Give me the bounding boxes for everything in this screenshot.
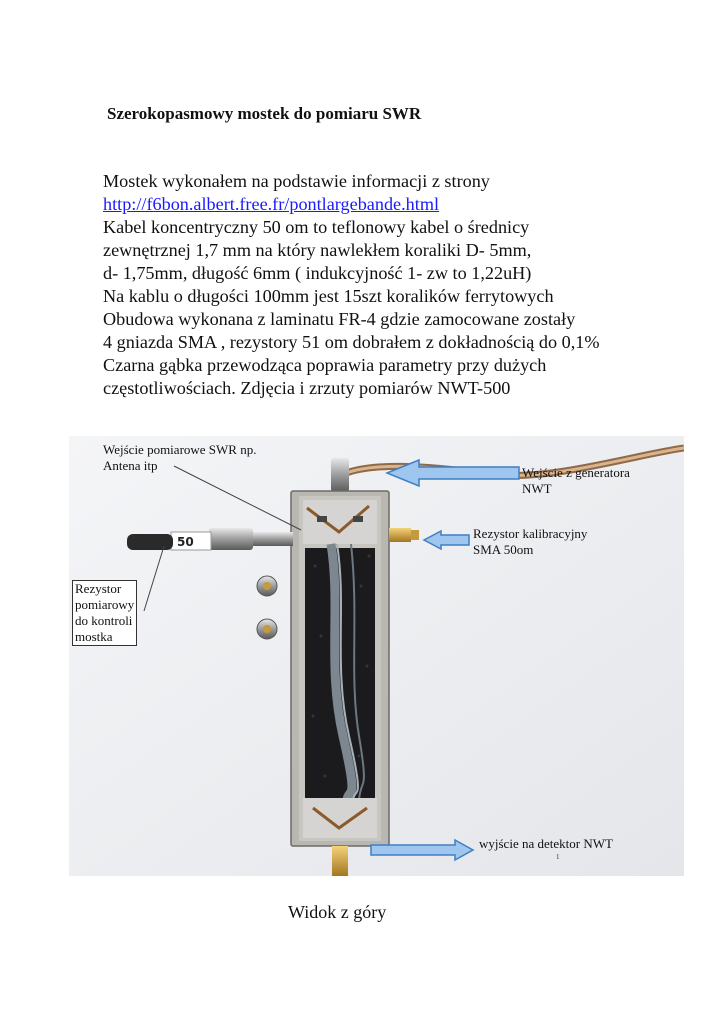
bottom-pad: [303, 798, 377, 838]
page-title: Szerokopasmowy mostek do pomiaru SWR: [107, 104, 422, 123]
calibration-sma-tip: [411, 530, 419, 540]
load-marking: 50: [177, 535, 194, 549]
measuring-resistor-label: Rezystor pomiarowy do kontroli mostka: [72, 580, 137, 646]
small-mark: 1: [556, 853, 560, 861]
text-line: Czarna gąbka przewodząca poprawia parametry przy dużych: [103, 355, 547, 375]
detector-label: wyjście na detektor NWT: [479, 836, 613, 851]
text-line: 4 gniazda SMA , rezystory 51 om dobrałem z dokładnością do 0,1%: [103, 332, 600, 352]
photo-caption: Widok z góry: [288, 902, 387, 922]
generator-label: Wejście z generatora NWT: [522, 465, 630, 496]
adapter: [209, 528, 253, 550]
text-line: częstotliwościach. Zdjęcia i zrzuty pomiarów NWT-500: [103, 378, 511, 398]
input-swr-label: Wejście pomiarowe SWR np. Antena itp: [103, 442, 257, 473]
text-line: d- 1,75mm, długość 6mm ( indukcyjność 1- zw to 1,22uH): [103, 263, 532, 283]
input-sma: [251, 532, 293, 546]
text-line: zewnętrznej 1,7 mm na który nawlekłem koraliki D- 5mm,: [103, 240, 532, 260]
bridge-illustration: [69, 436, 684, 876]
resistor: [317, 516, 327, 522]
detector-connector: [332, 846, 348, 876]
generator-connector: [331, 458, 349, 492]
resistor: [353, 516, 363, 522]
dummy-load-body: [127, 534, 173, 550]
text-line: Na kablu o długości 100mm jest 15szt koralików ferrytowych: [103, 286, 554, 306]
top-pad: [303, 500, 377, 544]
calibration-sma: [389, 528, 411, 542]
text-line: Mostek wykonałem na podstawie informacji z strony: [103, 171, 490, 191]
description-paragraph: [103, 170, 703, 400]
bridge-photo: [69, 436, 684, 876]
text-line: Kabel koncentryczny 50 om to teflonowy kabel o średnicy: [103, 217, 530, 237]
text-line: Obudowa wykonana z laminatu FR-4 gdzie zamocowane zostały: [103, 309, 576, 329]
source-link[interactable]: http://f6bon.albert.free.fr/pontlargebande.html: [103, 194, 440, 214]
calibration-label: Rezystor kalibracyjny SMA 50om: [473, 526, 588, 557]
